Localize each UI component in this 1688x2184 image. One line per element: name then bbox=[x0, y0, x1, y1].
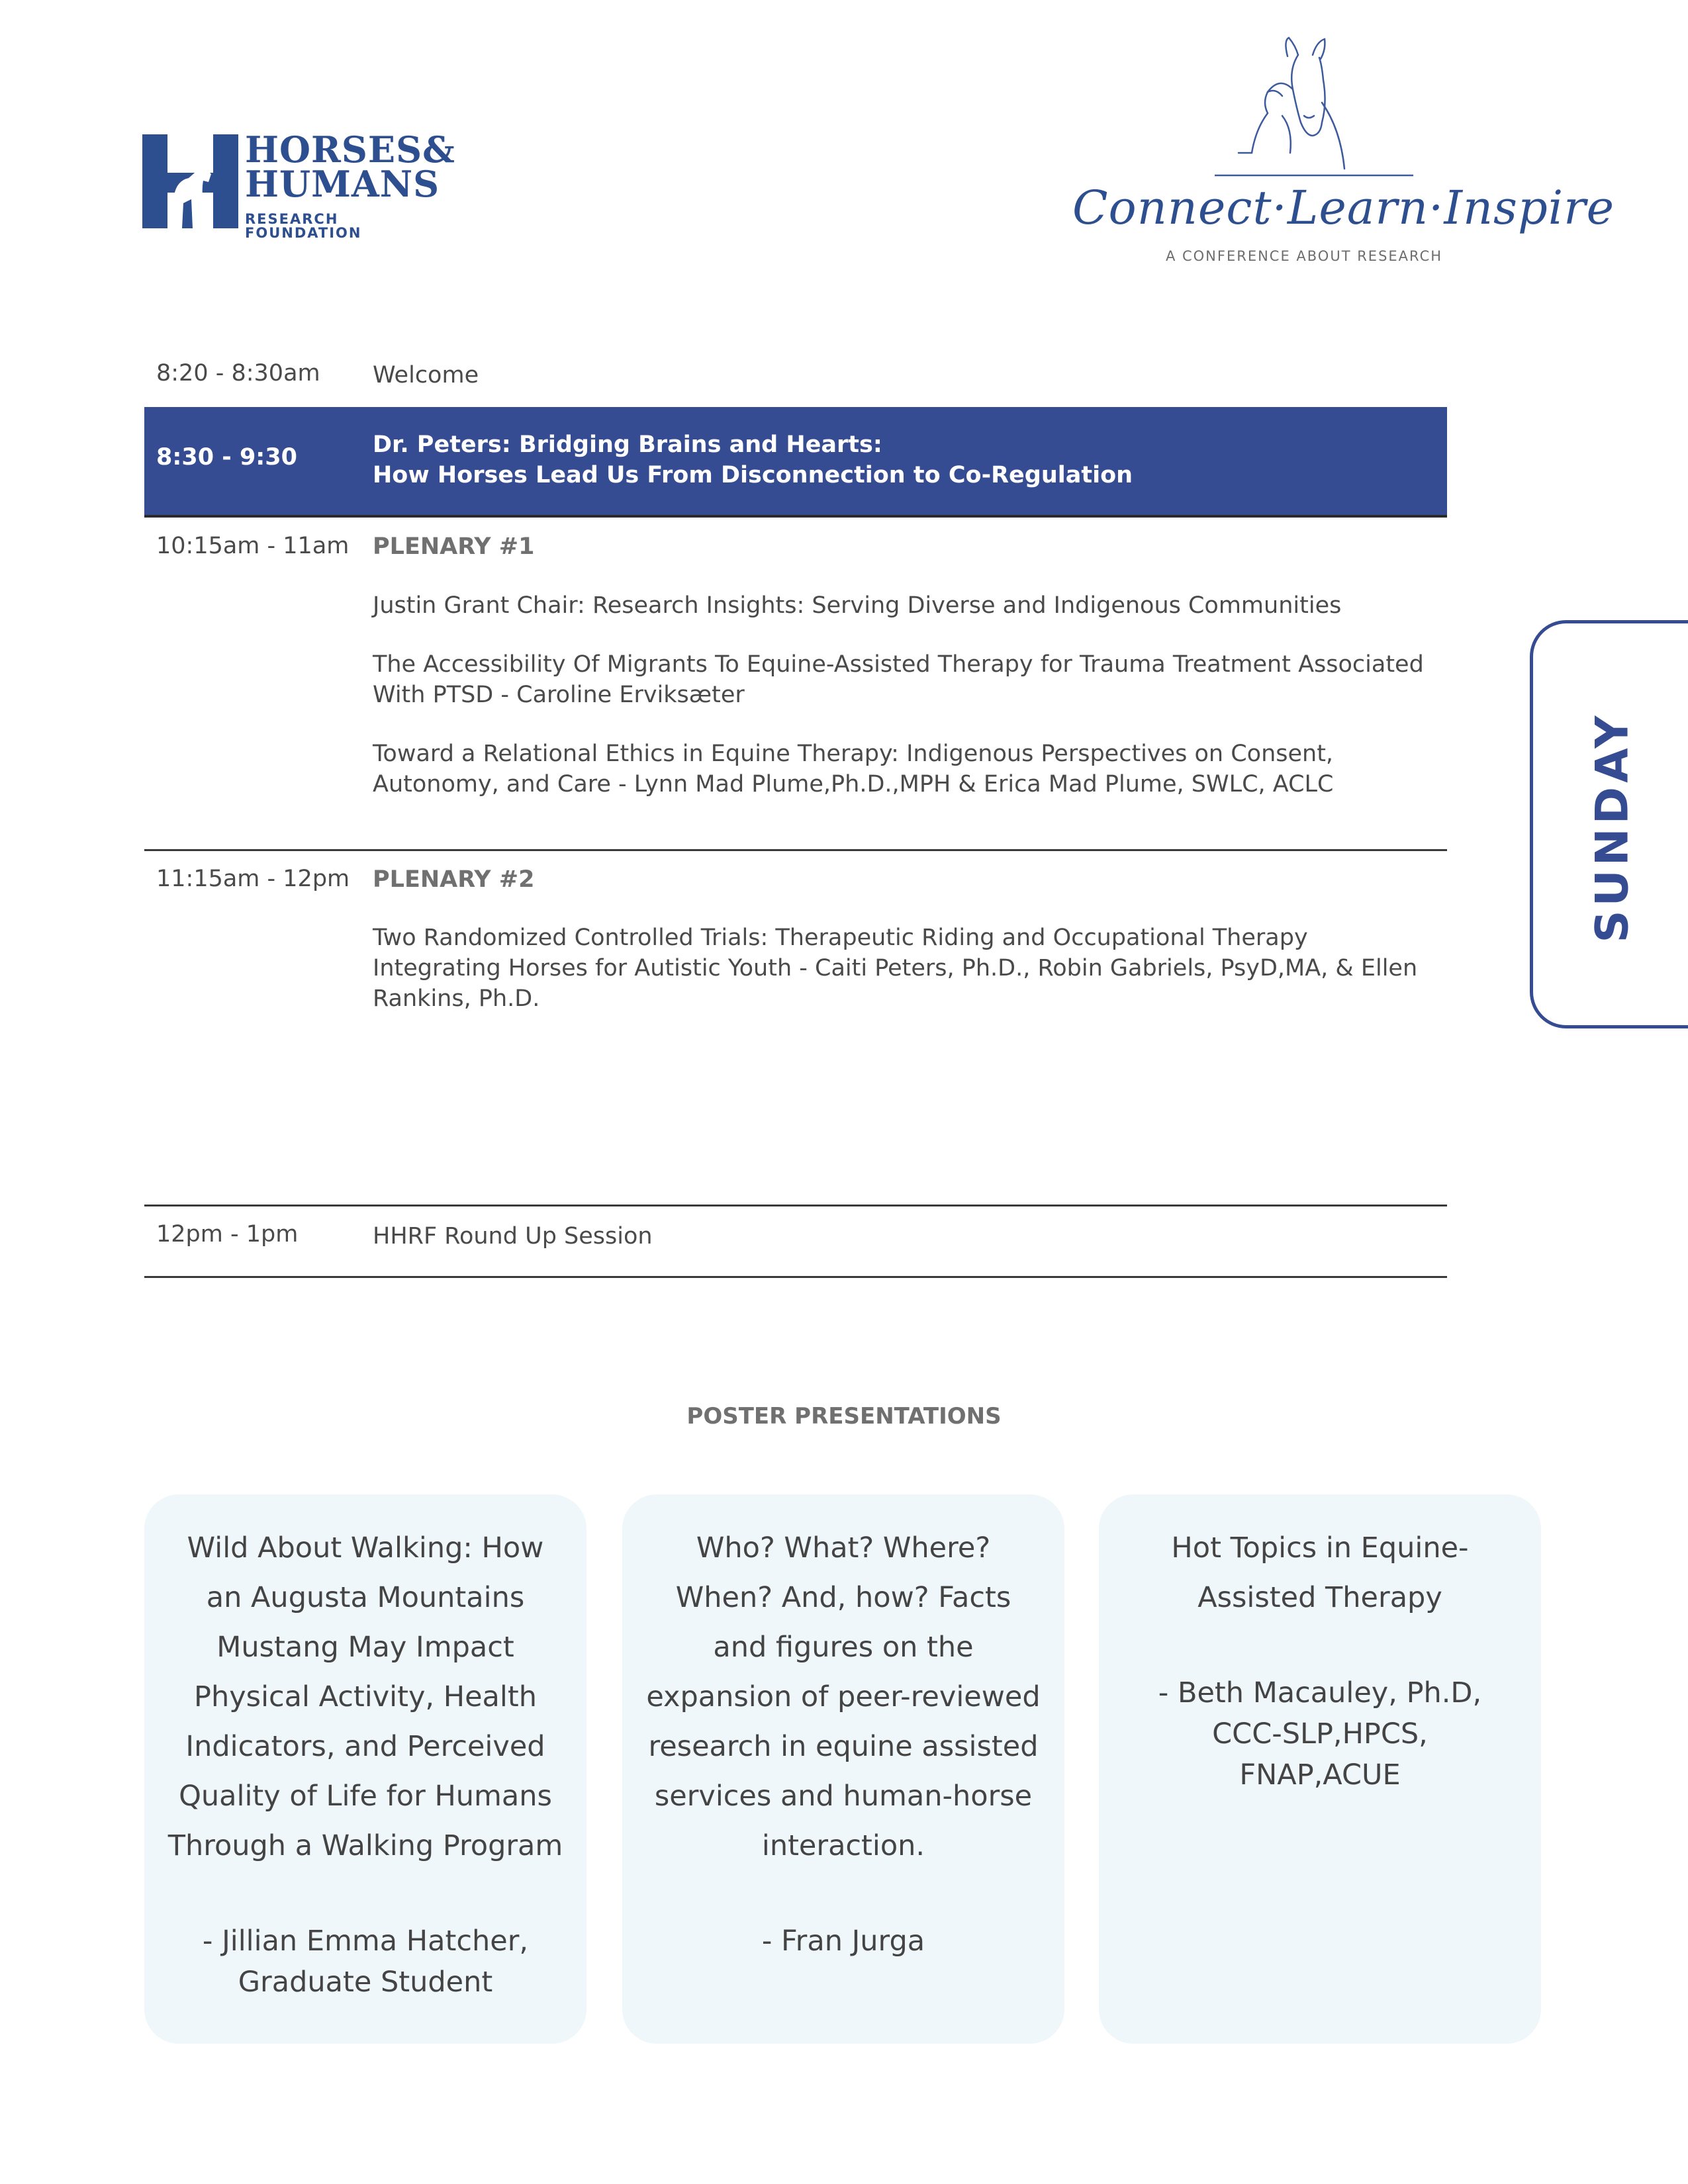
conference-logo bbox=[1059, 36, 1615, 271]
poster-author: - Fran Jurga bbox=[761, 1925, 925, 1958]
horse-h-logo-icon bbox=[142, 134, 238, 228]
plenary-talk: Toward a Relational Ethics in Equine Therapy: Indigenous Perspectives on Consent, Autonomy, and Care - Lynn Mad Plume,Ph.D.,MPH & Erica Mad Plume, SWLC, ACLC bbox=[373, 741, 1334, 797]
hhrf-logo-line2: HUMANS bbox=[245, 163, 440, 205]
keynote-title-line1: Dr. Peters: Bridging Brains and Hearts: bbox=[373, 432, 882, 458]
plenary-talk: Justin Grant Chair: Research Insights: Serving Diverse and Indigenous Communities bbox=[373, 592, 1342, 619]
row-divider bbox=[144, 849, 1447, 851]
poster-section-heading: POSTER PRESENTATIONS bbox=[686, 1403, 1002, 1430]
conference-tagline: A CONFERENCE ABOUT RESEARCH bbox=[1165, 248, 1443, 264]
schedule-time: 8:30 - 9:30 bbox=[156, 444, 298, 471]
conference-script-title: Connect·Learn·Inspire bbox=[1072, 181, 1615, 235]
day-tab bbox=[1530, 620, 1688, 1028]
hhrf-logo-line3: RESEARCH FOUNDATION bbox=[245, 211, 362, 241]
row-divider bbox=[144, 1276, 1447, 1278]
schedule-time: 11:15am - 12pm bbox=[156, 866, 350, 892]
horse-rider-outline-icon bbox=[1215, 36, 1413, 179]
schedule-title: Welcome bbox=[373, 362, 479, 388]
schedule-time: 8:20 - 8:30am bbox=[156, 360, 320, 387]
plenary-talk: The Accessibility Of Migrants To Equine-Assisted Therapy for Trauma Treatment Associated With PTSD - Caroline Erviksæter bbox=[373, 651, 1424, 708]
hhrf-logo-line1: HORSES& bbox=[245, 128, 455, 171]
row-divider bbox=[144, 1205, 1447, 1206]
keynote-title bbox=[373, 430, 1432, 490]
poster-title: Wild About Walking: How an Augusta Mountains Mustang May Impact Physical Activity, Health Indicators, and Perceived Quality of Life for Humans Through a Walking Program bbox=[167, 1531, 563, 1862]
schedule-time: 12pm - 1pm bbox=[156, 1221, 299, 1248]
poster-author: - Beth Macauley, Ph.D, CCC-SLP,HPCS, FNAP,ACUE bbox=[1158, 1676, 1482, 1792]
poster-title: Who? What? Where? When? And, how? Facts and figures on the expansion of peer-reviewed research in equine assisted services and human-horse interaction. bbox=[646, 1531, 1041, 1862]
plenary-talk: Two Randomized Controlled Trials: Therapeutic Riding and Occupational Therapy Integrating Horses for Autistic Youth - Caiti Peters, Ph.D., Robin Gabriels, PsyD,MA, & Ellen Rankins, Ph.D. bbox=[373, 925, 1418, 1012]
poster-author: - Jillian Emma Hatcher, Graduate Student bbox=[202, 1925, 529, 1999]
schedule-row-keynote bbox=[144, 407, 1447, 518]
day-tab-label: SUNDAY bbox=[1586, 711, 1639, 943]
poster-title: Hot Topics in Equine- Assisted Therapy bbox=[1171, 1531, 1469, 1614]
plenary-heading: PLENARY #1 bbox=[373, 533, 535, 560]
poster-card bbox=[1099, 1494, 1541, 2044]
hhrf-logo bbox=[142, 128, 455, 241]
keynote-title-line2: How Horses Lead Us From Disconnection to Co-Regulation bbox=[373, 462, 1133, 488]
schedule-title: HHRF Round Up Session bbox=[373, 1223, 653, 1250]
plenary-heading: PLENARY #2 bbox=[373, 866, 535, 893]
poster-card bbox=[622, 1494, 1064, 2044]
poster-card bbox=[144, 1494, 586, 2044]
schedule-time: 10:15am - 11am bbox=[156, 533, 350, 559]
